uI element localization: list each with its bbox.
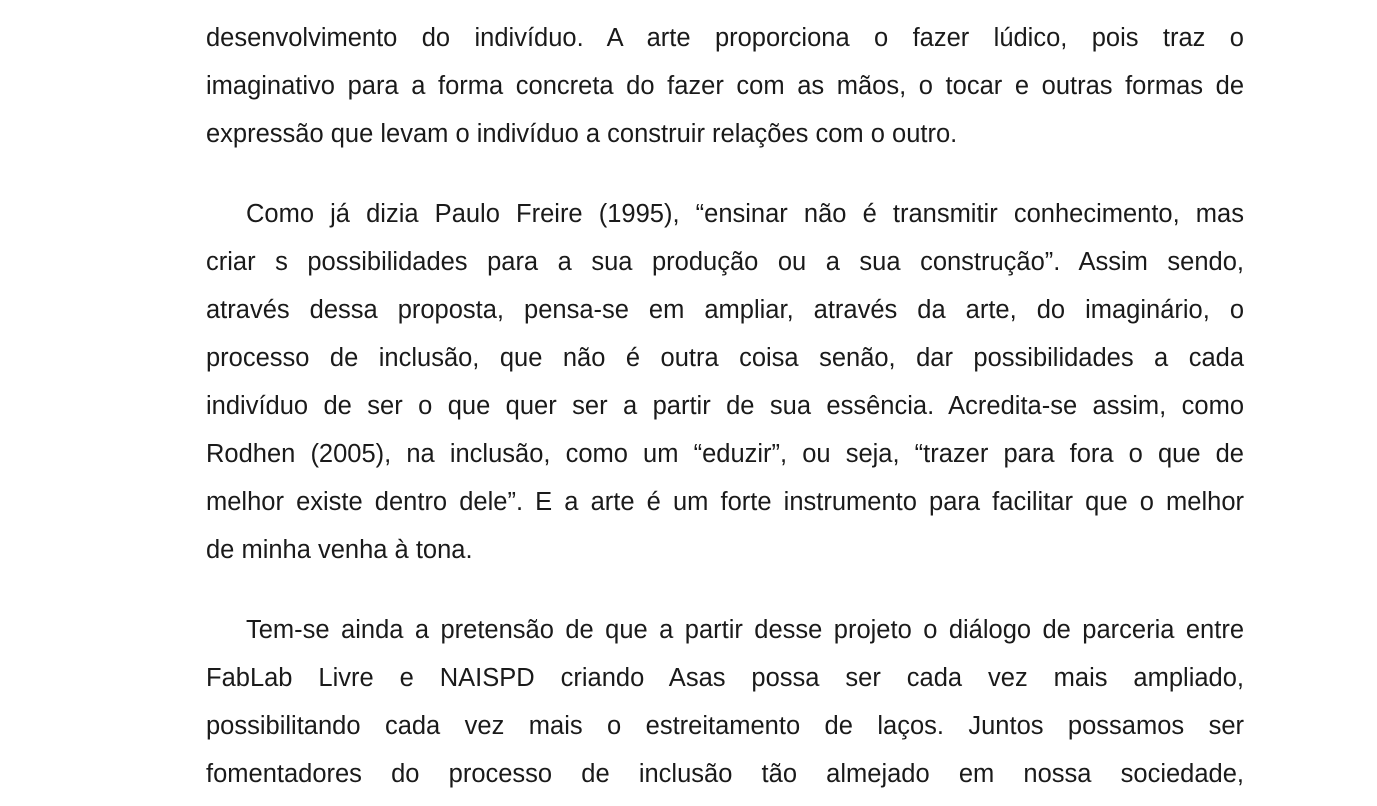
paragraph-line: expressão que levam o indivíduo a construir relações com o outro. xyxy=(206,120,958,148)
paragraph-line: Como já dizia Paulo Freire (1995), “ensinar não é transmitir conhecimento, mas xyxy=(246,200,1244,228)
paragraph-line: processo de inclusão, que não é outra coisa senão, dar possibilidades a cada xyxy=(206,344,1244,372)
paragraph-line: Rodhen (2005), na inclusão, como um “eduzir”, ou seja, “trazer para fora o que de xyxy=(206,440,1244,468)
paragraph-3 xyxy=(206,606,1244,798)
paragraph-line: criar s possibilidades para a sua produção ou a sua construção”. Assim sendo, xyxy=(206,248,1244,276)
paragraph-line: indivíduo de ser o que quer ser a partir de sua essência. Acredita-se assim, como xyxy=(206,392,1244,420)
paragraph-2 xyxy=(206,190,1244,574)
paragraph-line: FabLab Livre e NAISPD criando Asas possa ser cada vez mais ampliado, xyxy=(206,664,1244,692)
paragraph-line: de minha venha à tona. xyxy=(206,536,473,564)
paragraph-line: possibilitando cada vez mais o estreitamento de laços. Juntos possamos ser xyxy=(206,712,1244,740)
paragraph-1 xyxy=(206,0,1244,158)
paragraph-line: imaginativo para a forma concreta do fazer com as mãos, o tocar e outras formas de xyxy=(206,72,1244,100)
paragraph-line: desenvolvimento do indivíduo. A arte proporciona o fazer lúdico, pois traz o xyxy=(206,24,1244,52)
paragraph-line: através dessa proposta, pensa-se em ampliar, através da arte, do imaginário, o xyxy=(206,296,1244,324)
paragraph-line: melhor existe dentro dele”. E a arte é um forte instrumento para facilitar que o melhor xyxy=(206,488,1244,516)
paragraph-line: fomentadores do processo de inclusão tão almejado em nossa sociedade, xyxy=(206,760,1244,788)
paragraph-1-line-0-clipped xyxy=(206,0,1244,14)
paragraph-line: Tem-se ainda a pretensão de que a partir desse projeto o diálogo de parceria entre xyxy=(246,616,1244,644)
